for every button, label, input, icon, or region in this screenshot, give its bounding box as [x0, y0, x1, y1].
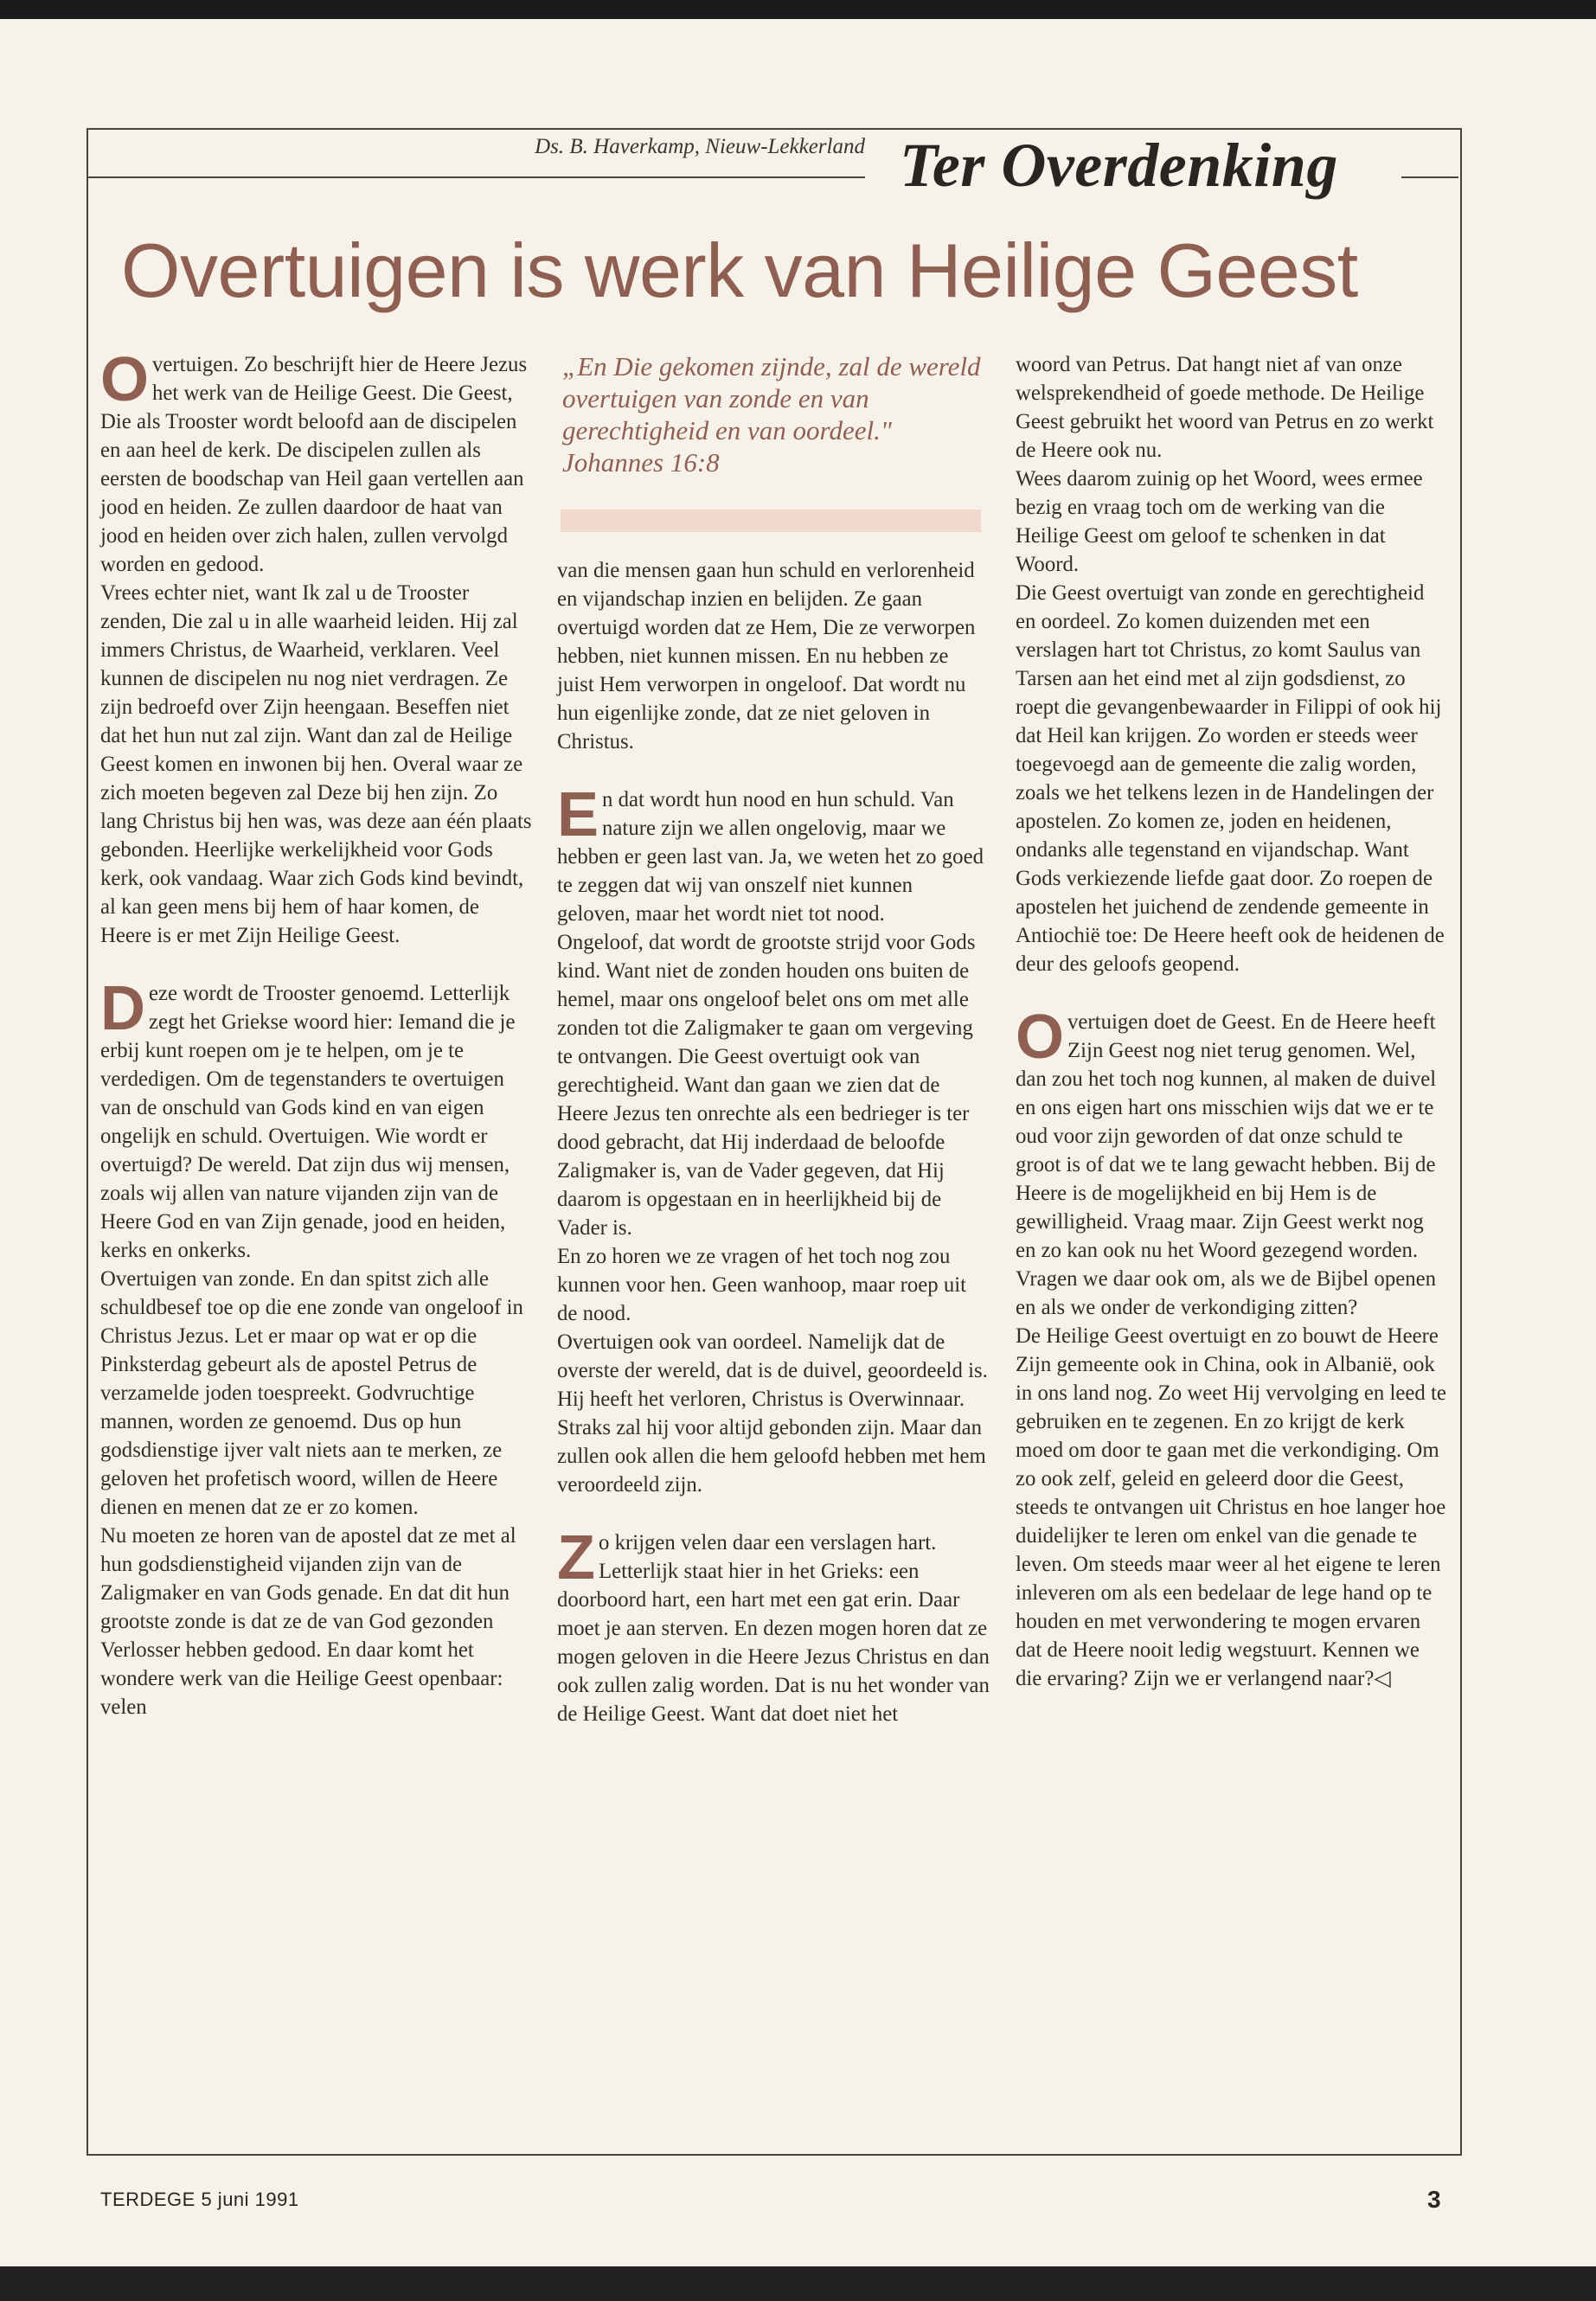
pull-quote-text: „En Die gekomen zijnde, zal de wereld overtuigen van zonde en van gerechtigheid en van oordeel.": [562, 351, 981, 445]
paragraph: [1016, 1003, 1448, 1322]
paragraph-text: vertuigen doet de Geest. En de Heere heeft Zijn Geest nog niet terug genomen. Wel, dan zou het toch nog kunnen, al maken de duivel en ons eigen hart ons misschien wijs dat we er te oud voor zijn geworden of dat onze schuld te groot is of dat we te lang gewacht hebben. Bij de Heere is de mogelijkheid en bij Hem is de gewilligheid. Vraag maar. Zijn Geest werkt nog en zo kan ook nu het Woord gezegend worden. Vragen we daar ook om, als we de Bijbel openen en als we onder de verkondiging zitten?: [1016, 1010, 1437, 1319]
article-column-2: [557, 350, 990, 1728]
paragraph: En zo horen we ze vragen of het toch nog zou kunnen voor hen. Geen wanhoop, maar roep uit de nood.: [557, 1245, 967, 1325]
paragraph: woord van Petrus. Dat hangt niet af van onze welsprekendheid of goede methode. De Heilige Geest gebruikt het woord van Petrus en zo werkt de Heere ook nu.: [1016, 353, 1434, 462]
paragraph: De Heilige Geest overtuigt en zo bouwt de Heere Zijn gemeente ook in China, ook in Albanië, ook in ons land nog. Zo weet Hij vervolging en leed te gebruiken en te zegenen. En zo krijgt de kerk moed om door te gaan met die verkondiging. Om zo ook zelf, geleid en geleerd door die Geest, steeds te ontvangen uit Christus en hoe langer hoe duidelijker te leren om enkel van die genade te leven. Om steeds maar weer al het eigene te leren inleveren om als een bedelaar de lege hand op te houden en met verwondering te mogen ervaren dat de Heere nooit ledig wegstuurt. Kennen we die ervaring? Zijn we er verlangend naar?◁: [1016, 1324, 1446, 1690]
paragraph-text: eze wordt de Trooster genoemd. Letterlijk zegt het Griekse woord hier: Iemand die je erbij kunt roepen om je te helpen, om je te verdedigen. Om de tegenstanders te overtuigen van de onschuld van Gods kind en van eigen ongelijk en schuld. Overtuigen. Wie wordt er overtuigd? De wereld. Dat zijn dus wij mensen, zoals wij allen van nature vijanden zijn van de Heere God en van Zijn genade, jood en heiden, kerks en onkerks.: [100, 982, 516, 1262]
paragraph: Ongeloof, dat wordt de grootste strijd voor Gods kind. Want niet de zonden houden ons buiten de hemel, maar ons ongeloof belet ons om met alle zonden tot die Zaligmaker te gaan om vergeving te ontvangen. Die Geest overtuigt ook van gerechtigheid. Want dan gaan we zien dat de Heere Jezus ten onrechte als een bedrieger is ter dood gebracht, dat Hij inderdaad de beloofde Zaligmaker is, van de Vader gegeven, dat Hij daarom is opgestaan en in heerlijkheid bij de Vader is.: [557, 931, 976, 1240]
scan-edge-top: [0, 0, 1596, 19]
drop-cap: O: [100, 345, 150, 414]
paragraph: Nu moeten ze horen van de apostel dat ze met al hun godsdienstigheid vijanden zijn van de Zaligmaker en van Gods genade. En dat dit hun grootste zonde is dat ze de van God gezonden Verlosser hebben gedood. En daar komt het wondere werk van die Heilige Geest openbaar: velen: [100, 1524, 516, 1719]
drop-cap: E: [557, 780, 599, 849]
article-column-1: [100, 345, 533, 1721]
page-number: 3: [1427, 2186, 1441, 2213]
drop-cap: D: [100, 974, 145, 1043]
drop-cap: Z: [557, 1523, 595, 1593]
issue-footer: TERDEGE 5 juni 1991: [100, 2189, 299, 2210]
paragraph-text: o krijgen velen daar een verslagen hart. Letterlijk staat hier in het Grieks: een doorboord hart, een hart met een gat erin. Daar moet je aan sterven. En dezen mogen horen dat ze mogen geloven in die Heere Jezus Christus en dan ook zullen zalig worden. Dat is nu het wonder van de Heilige Geest. Want dat doet niet het: [557, 1531, 990, 1726]
paragraph: Wees daarom zuinig op het Woord, wees ermee bezig en vraag toch om de werking van die Heilige Geest om geloof te schenken in dat Woord.: [1016, 467, 1423, 576]
article-column-3: [1016, 350, 1448, 1693]
header-rule: [87, 176, 865, 178]
paragraph: [557, 780, 990, 928]
paragraph-text: n dat wordt hun nood en hun schuld. Van nature zijn we allen ongelovig, maar we hebben er geen last van. Ja, we weten het zo goed te zeggen dat wij van onszelf niet kunnen geloven, maar het wordt niet tot nood.: [557, 788, 984, 926]
quote-divider-bar: [561, 510, 981, 532]
pull-quote: [562, 350, 990, 478]
paragraph: Vrees echter niet, want Ik zal u de Trooster zenden, Die zal u in alle waarheid leiden. Hij zal immers Christus, de Waarheid, verklaren. Veel kunnen de discipelen nu nog niet verdragen. Ze zijn bedroefd over Zijn heengaan. Beseffen niet dat het hun nut zal zijn. Want dan zal de Heilige Geest komen en inwonen bij hen. Overal waar ze zich moeten begeven zal Deze bij hen zijn. Zo lang Christus bij hen was, was deze aan één plaats gebonden. Heerlijke werkelijkheid voor Gods kerk, ook vandaag. Waar zich Gods kind bevindt, al kan geen mens bij hem of haar komen, de Heere is er met Zijn Heilige Geest.: [100, 581, 532, 947]
paragraph: Overtuigen van zonde. En dan spitst zich alle schuldbesef toe op die ene zonde van ongeloof in Christus Jezus. Let er maar op wat er op die Pinksterdag gebeurt als de apostel Petrus de verzamelde joden toespreekt. Godvruchtige mannen, worden ze genoemd. Dus op hun godsdienstige ijver valt niets aan te merken, ze geloven het profetisch woord, willen de Heere dienen en menen dat ze er zo komen.: [100, 1267, 523, 1519]
paragraph: Overtuigen ook van oordeel. Namelijk dat de overste der wereld, dat is de duivel, geoordeeld is. Hij heeft het verloren, Christus is Overwinnaar. Straks zal hij voor altijd gebonden zijn. Maar dan zullen ook allen die hem geloofd hebben met hem veroordeeld zijn.: [557, 1330, 988, 1497]
paragraph-text: vertuigen. Zo beschrijft hier de Heere Jezus het werk van de Heilige Geest. Die Geest, Die als Trooster wordt beloofd aan de discipelen en aan heel de kerk. De discipelen zullen als eersten de boodschap van Heil gaan vertellen aan jood en heiden. Ze zullen daardoor de haat van jood en heiden over zich halen, zullen vervolgd worden en gedood.: [100, 353, 528, 576]
header-rule-right: [1401, 176, 1458, 178]
paragraph: [100, 974, 533, 1265]
scan-edge-bottom: [0, 2266, 1596, 2301]
paragraph: [557, 1523, 990, 1728]
paragraph: van die mensen gaan hun schuld en verlorenheid en vijandschap inzien en belijden. Ze gaan overtuigd worden dat ze Hem, Die ze verworpen hebben, niet kunnen missen. En nu hebben ze juist Hem verworpen in ongeloof. Dat wordt nu hun eigenlijke zonde, dat ze niet geloven in Christus.: [557, 559, 976, 753]
section-title: Ter Overdenking: [900, 131, 1338, 200]
article-headline: Overtuigen is werk van Heilige Geest: [121, 228, 1358, 313]
drop-cap: O: [1016, 1003, 1065, 1072]
paragraph: [100, 345, 533, 579]
pull-quote-reference: Johannes 16:8: [562, 447, 720, 478]
author-byline: Ds. B. Haverkamp, Nieuw-Lekkerland: [535, 135, 865, 158]
paragraph: Die Geest overtuigt van zonde en gerechtigheid en oordeel. Zo komen duizenden met een verslagen hart tot Christus, zo komt Saulus van Tarsen aan het eind met al zijn godsdienst, zo roept die gevangenbewaarder in Filippi of ook hij dat Heil kan krijgen. Zo worden er steeds weer toegevoegd aan de gemeente die zalig worden, zoals we het telkens lezen in de Handelingen der apostelen. Zo komen ze, joden en heidenen, ondanks alle tegenstand en vijandschap. Want Gods verkiezende liefde gaat door. Zo roepen de apostelen het juichend de zendende gemeente in Antiochië toe: De Heere heeft ook de heidenen de deur des geloofs geopend.: [1016, 581, 1445, 976]
